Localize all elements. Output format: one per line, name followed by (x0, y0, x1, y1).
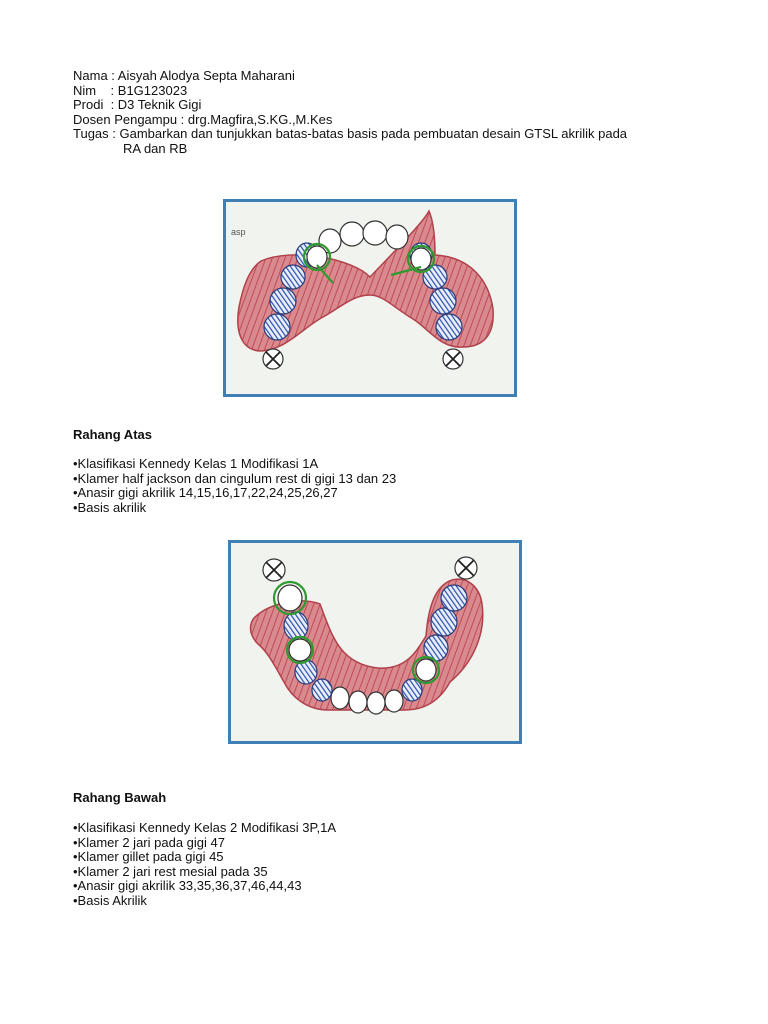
section-title-upper: Rahang Atas (73, 427, 152, 442)
handwritten-note: asp (231, 227, 246, 237)
upper-item-2: •Klamer half jackson dan cingulum rest di gigi 13 dan 23 (73, 471, 397, 486)
upper-item-1: •Klasifikasi Kennedy Kelas 1 Modifikasi 1A (73, 456, 319, 471)
section-title-lower: Rahang Bawah (73, 790, 167, 805)
upper-jaw-drawing (223, 199, 517, 397)
lecturer: Dosen Pengampu : drg.Magfira,S.KG.,M.Kes (73, 112, 333, 127)
lower-item-5: •Anasir gigi akrilik 33,35,36,37,46,44,43 (73, 878, 302, 893)
upper-item-4: •Basis akrilik (73, 500, 147, 515)
lower-item-2: •Klamer 2 jari pada gigi 47 (73, 835, 225, 850)
lower-jaw-drawing (228, 540, 522, 744)
lower-item-3: •Klamer gillet pada gigi 45 (73, 849, 224, 864)
lower-item-1: •Klasifikasi Kennedy Kelas 2 Modifikasi 3P,1A (73, 820, 337, 835)
assignment-line-1: Tugas : Gambarkan dan tunjukkan batas-batas basis pada pembuatan desain GTSL akrilik pada (73, 126, 628, 141)
assignment-line-2: RA dan RB (123, 141, 188, 156)
study-program: Prodi : D3 Teknik Gigi (73, 97, 202, 112)
upper-item-3: •Anasir gigi akrilik 14,15,16,17,22,24,25,26,27 (73, 485, 338, 500)
student-nim: Nim : B1G123023 (73, 83, 188, 98)
student-name: Nama : Aisyah Alodya Septa Maharani (73, 68, 295, 83)
lower-item-4: •Klamer 2 jari rest mesial pada 35 (73, 864, 268, 879)
lower-item-6: •Basis Akrilik (73, 893, 147, 908)
